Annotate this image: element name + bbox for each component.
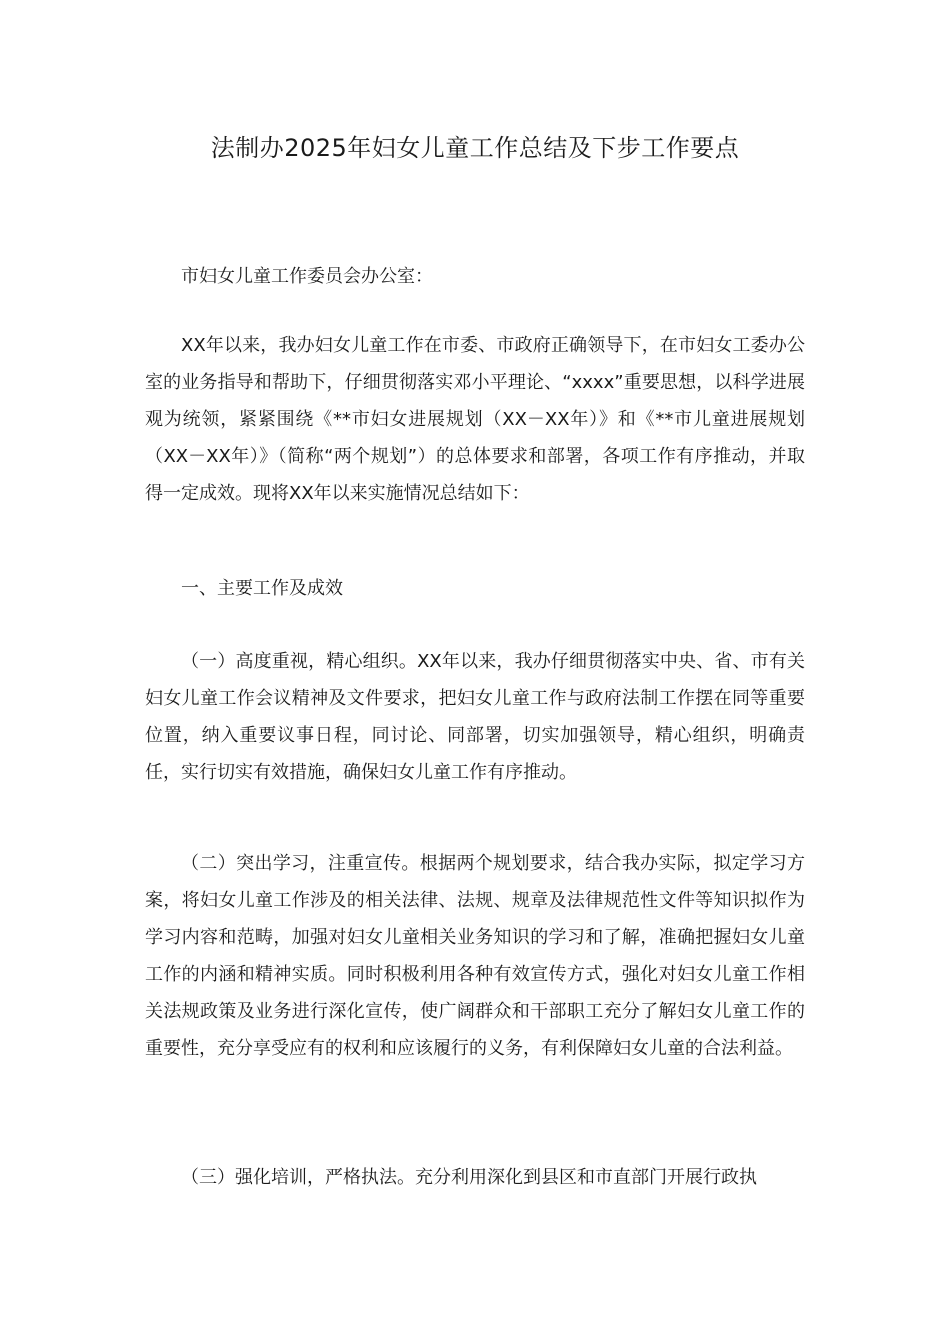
intro-paragraph: XX年以来，我办妇女儿童工作在市委、市政府正确领导下，在市妇女工委办公室的业务指导和帮助下，仔细贯彻落实邓小平理论、“xxxx”重要思想，以科学进展观为统领，紧紧围绕《**市妇女进展规划（XX－XX年）》和《**市儿童进展规划（XX－XX年）》（简称“两个规划”）的总体要求和部署，各项工作有序推动，并取得一定成效。现将XX年以来实施情况总结如下： [145, 335, 805, 504]
salutation: 市妇女儿童工作委员会办公室： [181, 266, 433, 287]
document-title: 法制办2025年妇女儿童工作总结及下步工作要点 [210, 134, 740, 162]
paragraph-item-2: （二）突出学习，注重宣传。根据两个规划要求，结合我办实际，拟定学习方案，将妇女儿童工作涉及的相关法律、法规、规章及法律规范性文件等知识拟作为学习内容和范畴，加强对妇女儿童相关业务知识的学习和了解，准确把握妇女儿童工作的内涵和精神实质。同时积极利用各种有效宣传方式，强化对妇女儿童工作相关法规政策及业务进行深化宣传，使广阔群众和干部职工充分了解妇女儿童工作的重要性，充分享受应有的权利和应该履行的义务，有利保障妇女儿童的合法利益。 [145, 853, 805, 1059]
paragraph-item-1: （一）高度重视，精心组织。XX年以来，我办仔细贯彻落实中央、省、市有关妇女儿童工作会议精神及文件要求，把妇女儿童工作与政府法制工作摆在同等重要位置，纳入重要议事日程，同讨论、同部署，切实加强领导，精心组织，明确责任，实行切实有效措施，确保妇女儿童工作有序推动。 [145, 651, 805, 783]
paragraph-item-3: （三）强化培训，严格执法。充分利用深化到县区和市直部门开展行政执 [181, 1167, 757, 1188]
section-heading: 一、主要工作及成效 [181, 578, 343, 599]
